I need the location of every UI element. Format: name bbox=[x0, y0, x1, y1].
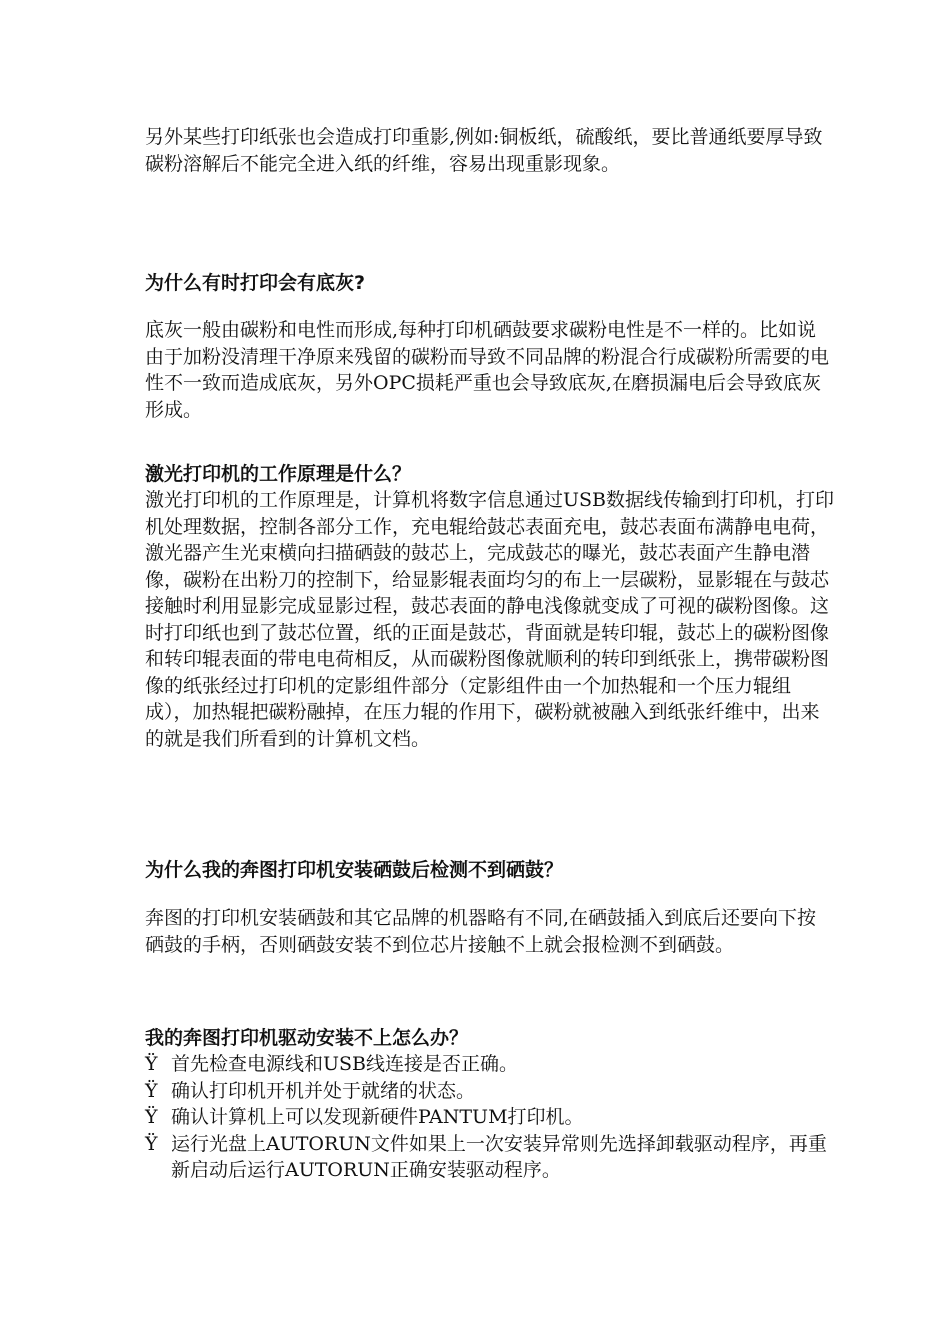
bullet-icon: Ÿ bbox=[145, 1106, 158, 1128]
paragraph-drum-not-detected: 奔图的打印机安装硒鼓和其它品牌的机器略有不同,在硒鼓插入到底后还要向下按硒鼓的手柄，否则硒鼓安装不到位芯片接触不上就会报检测不到硒鼓。 bbox=[145, 907, 817, 956]
heading-laser-principle: 激光打印机的工作原理是什么？ bbox=[145, 463, 412, 485]
bullet-icon: Ÿ bbox=[145, 1132, 158, 1155]
heading-driver-install: 我的奔图打印机驱动安装不上怎么办？ bbox=[145, 1027, 469, 1049]
list-item-text: 确认计算机上可以发现新硬件PANTUM打印机。 bbox=[171, 1106, 584, 1128]
paragraph-laser-principle: 激光打印机的工作原理是，计算机将数字信息通过USB数据线传输到打印机，打印机处理数据，控制各部分工作，充电辊给鼓芯表面充电，鼓芯表面布满静电电荷，激光器产生光束横向扫描硒鼓的鼓芯上，完成鼓芯的曝光，鼓芯表面产生静电潜像，碳粉在出粉刀的控制下，给显影辊表面均匀的布上一层碳粉，显影辊在与鼓芯接触时利用显影完成显影过程，鼓芯表面的静电浅像就变成了可视的碳粉图像。这时打印纸也到了鼓芯位置，纸的正面是鼓芯，背面就是转印辊，鼓芯上的碳粉图像和转印辊表面的带电电荷相反，从而碳粉图像就顺利的转印到纸张上，携带碳粉图像的纸张经过打印机的定影组件部分（定影组件由一个加热辊和一个压力辊组成），加热辊把碳粉融掉，在压力辊的作用下，碳粉就被融入到纸张纤维中，出来的就是我们所看到的计算机文档。 bbox=[145, 489, 834, 750]
list-item bbox=[145, 1078, 835, 1105]
paragraph-paper-ghosting: 另外某些打印纸张也会造成打印重影,例如:铜板纸，硫酸纸，要比普通纸要厚导致碳粉溶解后不能完全进入纸的纤维，容易出现重影现象。 bbox=[145, 126, 823, 175]
paragraph-background-gray: 底灰一般由碳粉和电性而形成,每种打印机硒鼓要求碳粉电性是不一样的。比如说由于加粉没清理干净原来残留的碳粉而导致不同品牌的粉混合行成碳粉所需要的电性不一致而造成底灰，另外OPC损耗严重也会导致底灰,在磨损漏电后会导致底灰形成。 bbox=[145, 319, 830, 421]
driver-install-steps bbox=[145, 1051, 835, 1184]
list-item-text: 确认打印机开机并处于就绪的状态。 bbox=[171, 1079, 476, 1102]
bullet-icon: Ÿ bbox=[145, 1053, 158, 1075]
list-item bbox=[145, 1104, 835, 1131]
heading-background-gray: 为什么有时打印会有底灰? bbox=[145, 272, 366, 294]
list-item bbox=[145, 1131, 835, 1184]
list-item bbox=[145, 1051, 835, 1078]
bullet-icon: Ÿ bbox=[145, 1079, 158, 1102]
list-item-text: 首先检查电源线和USB线连接是否正确。 bbox=[171, 1053, 518, 1075]
heading-drum-not-detected: 为什么我的奔图打印机安装硒鼓后检测不到硒鼓？ bbox=[145, 859, 564, 881]
list-item-text: 运行光盘上AUTORUN文件如果上一次安装异常则先选择卸载驱动程序，再重新启动后运行AUTORUN正确安装驱动程序。 bbox=[171, 1132, 827, 1181]
